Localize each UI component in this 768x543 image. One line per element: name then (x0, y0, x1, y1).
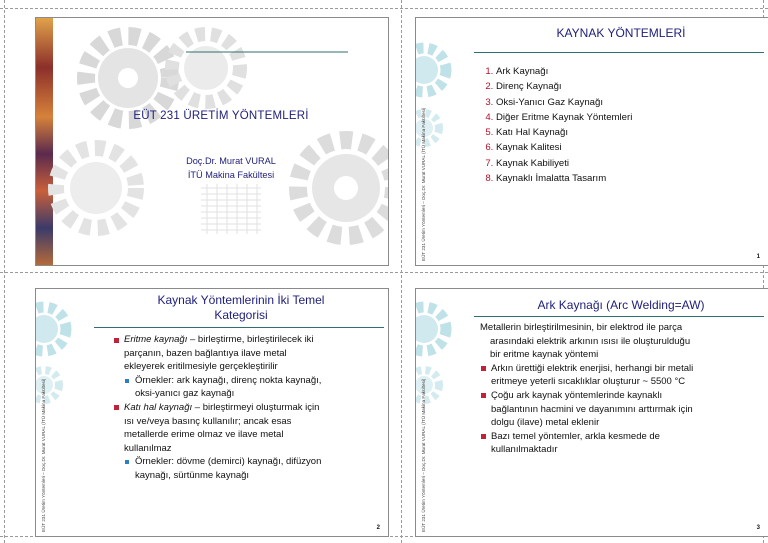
slide-heading: Ark Kaynağı (Arc Welding=AW) (537, 298, 705, 312)
gear-icon (298, 140, 388, 236)
bullet: Bazı temel yöntemler, arkla kesmede de (480, 430, 764, 444)
page-number: 3 (756, 525, 760, 531)
decorative-bar (36, 18, 53, 265)
side-caption: EÜT 231 Üretim Yöntemleri – Doç.Dr. Murat VURAL (İTÜ Makina Fakültesi) (421, 378, 426, 532)
bullet-line: kaynağı, sürtünme kaynağı (135, 469, 250, 481)
side-caption: EÜT 231 Üretim Yöntemleri – Doç.Dr. Murat VURAL (İTÜ Makina Fakültesi) (421, 107, 426, 261)
list-item: 4. Diğer Eritme Kaynak Yöntemleri (496, 110, 632, 125)
cut-guide (0, 272, 768, 273)
sub-bullet: Örnekler: ark kaynağı, direnç nokta kaynağı, (113, 374, 383, 388)
bullet-line: ısı ve/veya basınç kullanılır; ancak esas (124, 415, 292, 427)
slide-body (480, 321, 764, 457)
list-item: 1. Ark Kaynağı (496, 64, 632, 79)
cut-guide (4, 0, 5, 543)
slide-title (35, 17, 389, 266)
heading-line: Kaynak Yöntemlerinin İki Temel (157, 293, 325, 307)
paragraph-line: arasındaki elektrik arkının ısısı ile oluşturulduğu (490, 335, 691, 347)
slide-title-text: EÜT 231 ÜRETİM YÖNTEMLERİ (133, 110, 309, 122)
bullet-line: kullanılmaktadır (491, 444, 558, 456)
bullet-line: parçanın, bazen bağlantıya ilave metal (124, 347, 287, 359)
heading-underline (474, 52, 764, 53)
bullet-line: metallerde erime olmaz ve ilave metal (124, 429, 284, 441)
slide-arc-welding (415, 288, 768, 537)
bullet-line: kullanılmaz (124, 442, 172, 454)
heading-underline (474, 316, 764, 317)
contents-list (482, 64, 632, 186)
heading-line: Kategorisi (214, 308, 268, 322)
gear-icon (56, 148, 136, 228)
bullet-line: bağlantının hacmini ve dayanımını arttırmak için (491, 403, 693, 415)
sub-bullet: Örnekler: dövme (demirci) kaynağı, difüzyon (113, 455, 383, 469)
author: Doç.Dr. Murat VURAL (186, 156, 276, 166)
list-item: 5. Katı Hal Kaynağı (496, 125, 632, 140)
list-item: 6. Kaynak Kalitesi (496, 140, 632, 155)
cut-guide (0, 8, 768, 9)
paragraph-line: Metallerin birleştirilmesinin, bir elektrod ile parça (480, 322, 683, 333)
slide-contents (415, 17, 768, 266)
grid-decoration (201, 184, 261, 234)
bullet-solid-state: Katı hal kaynağı – birleştirmeyi oluşturmak için (113, 401, 383, 415)
slide-heading (96, 293, 386, 323)
bullet: Arkın ürettiği elektrik enerjisi, herhangi bir metali (480, 362, 764, 376)
list-item: 7. Kaynak Kabiliyeti (496, 156, 632, 171)
gear-icon (86, 36, 170, 120)
page-number: 1 (756, 254, 760, 260)
list-item: 3. Oksi-Yanıcı Gaz Kaynağı (496, 95, 632, 110)
bullet-line: eritmeye yeterli sıcaklıklar oluşturur ~ 5500 °C (491, 376, 686, 388)
title-slide-art (36, 18, 388, 265)
bullet-fusion: Eritme kaynağı – birleştirme, birleştirilecek iki (113, 333, 383, 347)
page-number: 2 (376, 525, 380, 531)
affiliation: İTÜ Makina Fakültesi (187, 170, 275, 180)
gear-icon (172, 34, 240, 102)
slide-categories (35, 288, 389, 537)
heading-underline (94, 327, 384, 328)
slide-heading: KAYNAK YÖNTEMLERİ (556, 26, 686, 40)
list-item: 2. Direnç Kaynağı (496, 79, 632, 94)
bullet-line: dolgu (ilave) metal eklenir (491, 417, 600, 429)
cut-guide (401, 0, 402, 543)
side-caption: EÜT 231 Üretim Yöntemleri – Doç.Dr. Murat VURAL (İTÜ Makina Fakültesi) (41, 378, 46, 532)
bullet-line: ekleyerek eritilmesiyle gerçekleştirilir (124, 361, 278, 373)
list-item: 8. Kaynaklı İmalatta Tasarım (496, 171, 632, 186)
slide-body (113, 333, 383, 483)
bullet: Çoğu ark kaynak yöntemlerinde kaynaklı (480, 389, 764, 403)
bullet-line: oksi-yanıcı gaz kaynağı (135, 388, 235, 400)
paragraph-line: bir eritme kaynak yöntemi (490, 349, 599, 361)
